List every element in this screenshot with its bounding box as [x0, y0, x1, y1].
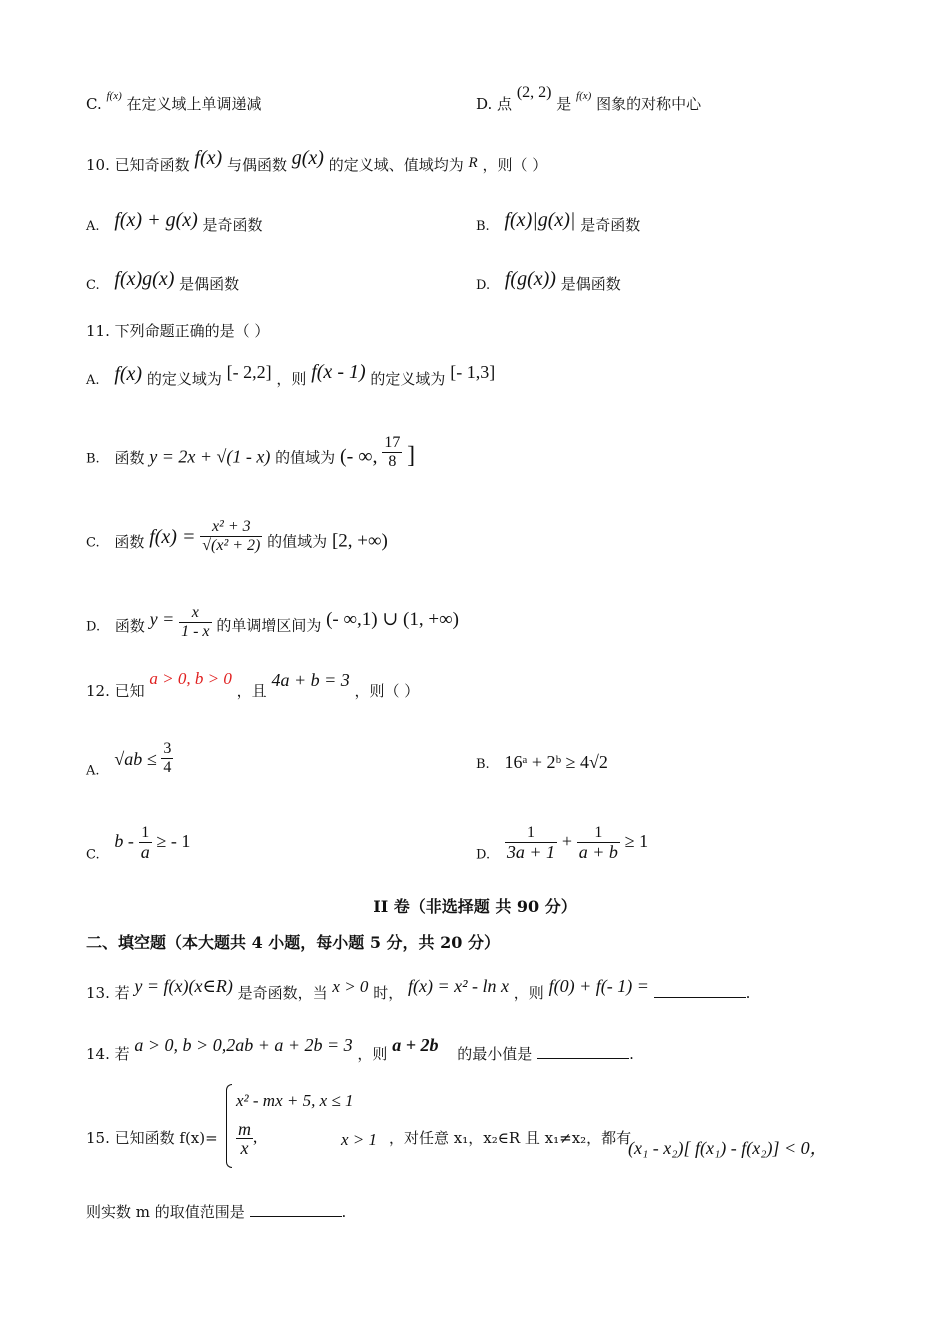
- q15-b: ，对任意 x₁，x₂∈R 且 x₁≠x₂，都有: [389, 1129, 632, 1147]
- part-heading: 二、填空题（本大题共 4 小题，每小题 5 分，共 20 分）: [86, 933, 500, 952]
- q11-c-t2: 的值域为: [267, 532, 328, 551]
- q13-c: 时，: [373, 984, 404, 1002]
- q12-option-a: [86, 740, 173, 789]
- q12-d-fraction-1: [505, 824, 557, 861]
- q9-c-label: C.: [86, 95, 102, 113]
- q13-answer-blank[interactable]: [654, 983, 746, 998]
- q13-m3: f(x) = x² - ln x: [408, 976, 510, 996]
- q15-answer-blank[interactable]: [250, 1202, 342, 1217]
- q11-c-lhs: f(x) =: [149, 525, 196, 548]
- q13-end: .: [745, 984, 751, 1002]
- q15-lead: 15. 已知函数 f(x)=: [86, 1129, 218, 1147]
- q15-end: .: [341, 1203, 347, 1221]
- q12-d-den2: a + b: [578, 842, 618, 862]
- q11-a-d2: [- 1,3]: [450, 362, 496, 382]
- q15-line2-text: 则实数 m 的取值范围是: [86, 1203, 245, 1221]
- q13-m4: f(0) + f(- 1) =: [548, 976, 649, 996]
- q12-c-label: C.: [86, 847, 100, 863]
- q15-case2: $\frac{m}{x}$ ,: [238, 1119, 258, 1158]
- q9-d-label: D. 点: [476, 95, 513, 113]
- q12-a-num: 3: [163, 740, 172, 757]
- q12-a-den: 4: [163, 759, 172, 776]
- q10-d-math: f(g(x)): [504, 268, 556, 290]
- q10-R: R: [468, 155, 478, 171]
- q12-a-label: A.: [86, 763, 100, 779]
- q15-case2-cond: x > 1: [341, 1130, 378, 1149]
- q15-m1: (x₁ - x₂)[ f(x₁) - f(x₂)] < 0: [628, 1138, 810, 1158]
- q11-b-t1: 函数: [114, 448, 145, 467]
- q11-option-d: [86, 604, 459, 645]
- q15-line2: [86, 1202, 346, 1222]
- q10-d-label: D.: [476, 278, 491, 293]
- q12-option-c: [86, 824, 191, 873]
- q11-a-f: f(x): [114, 363, 143, 385]
- q11-option-c: [86, 518, 388, 561]
- q10-c-text: 是偶函数: [179, 275, 240, 293]
- q11-c-t1: 函数: [114, 532, 145, 551]
- q11-c-range: [2, +∞): [331, 530, 388, 552]
- q14-answer-blank[interactable]: [537, 1044, 629, 1059]
- q15-condition: [389, 1128, 631, 1148]
- q11-d-label: D.: [86, 619, 101, 635]
- q11-c-fraction: [200, 518, 262, 555]
- q11-c-den: √(x² + 2): [202, 537, 261, 554]
- section-title: II 卷（非选择题 共 90 分）: [373, 897, 577, 916]
- q14: [86, 1035, 634, 1064]
- q12-a-fraction: [161, 740, 173, 777]
- q15-case2-num: m: [238, 1119, 251, 1139]
- q12-c-den: a: [140, 842, 150, 862]
- q10-stem-c: 的定义域、值域均为: [328, 156, 464, 174]
- q11-b-math: y = 2x + √(1 - x): [149, 446, 271, 467]
- q11-c-label: C.: [86, 535, 100, 551]
- q12-b-math: 16ᵃ + 2ᵇ ≥ 4√2: [504, 752, 608, 772]
- q14-end: .: [629, 1045, 634, 1063]
- q13-m1: y = f(x)(x∈R): [134, 976, 233, 996]
- q9-option-d: [476, 84, 702, 116]
- q11-c-num: x² + 3: [200, 518, 262, 537]
- q11-d-num: x: [179, 604, 211, 623]
- q10-a-label: A.: [86, 219, 100, 234]
- q12-d-label: D.: [476, 847, 491, 863]
- q15-inequality: [628, 1138, 828, 1158]
- q10-option-c: [86, 268, 240, 296]
- q12-d-fraction-2: [577, 824, 620, 861]
- q11-a-f2: f(x - 1): [311, 361, 366, 383]
- q12-d-rhs: ≥ 1: [624, 830, 649, 851]
- q10-b-label: B.: [476, 219, 490, 234]
- q12-stem-c: ，则（ ）: [354, 682, 420, 700]
- q10-b-math: f(x)|g(x)|: [504, 209, 576, 231]
- q11-b-range-left: (- ∞,: [339, 445, 378, 468]
- q11-d-lhs: y =: [149, 608, 175, 629]
- q11-b-label: B.: [86, 451, 100, 467]
- q11-option-a: [86, 361, 496, 391]
- q13-a: 13. 若: [86, 984, 130, 1002]
- q12-c-fraction: [139, 824, 152, 861]
- q10-option-d: [476, 268, 621, 296]
- q9-c-math: f(x): [106, 90, 122, 102]
- q15-case1: x² - mx + 5, x ≤ 1: [236, 1091, 354, 1110]
- q11-d-t1: 函数: [114, 616, 145, 635]
- q10-a-math: f(x) + g(x): [114, 209, 198, 231]
- q13: [86, 976, 751, 1003]
- q9-d-text: 图象的对称中心: [596, 95, 702, 113]
- q12-option-b: [476, 752, 608, 775]
- q11-a-t2: ，则: [276, 370, 307, 388]
- q11-a-label: A.: [86, 373, 100, 388]
- q11-d-range: (- ∞,1) ∪ (1, +∞): [326, 608, 459, 630]
- q11-d-t2: 的单调增区间为: [216, 616, 322, 635]
- q12-cond: a > 0, b > 0: [149, 669, 232, 688]
- q11-b-num: 17: [384, 434, 401, 451]
- q11-b-den: 8: [388, 453, 397, 470]
- q10-g: g(x): [291, 147, 324, 169]
- q11-option-b: [86, 434, 416, 477]
- q10-stem-a: 10. 已知奇函数: [86, 156, 190, 174]
- q11-b-fraction: [382, 434, 402, 471]
- q10-c-math: f(x)g(x): [114, 268, 175, 290]
- q12-b-label: B.: [476, 757, 490, 772]
- q10-c-label: C.: [86, 278, 100, 293]
- q12-c-lhs: b -: [114, 830, 134, 851]
- q12-eq: 4a + b = 3: [271, 670, 350, 690]
- q15-case2-den: x: [240, 1138, 249, 1158]
- q12-d-plus: +: [561, 830, 572, 851]
- q14-b: ，则: [357, 1045, 388, 1063]
- q9-d-point: (2, 2): [516, 84, 552, 101]
- q10-stem: [86, 147, 548, 176]
- q12-d-num2: 1: [577, 824, 620, 843]
- q9-d-mid: 是: [556, 95, 572, 113]
- q10-d-text: 是偶函数: [560, 275, 621, 293]
- q12-d-den1: 3a + 1: [506, 842, 556, 862]
- q11-a-t3: 的定义域为: [370, 370, 446, 388]
- q15-c: ，: [809, 1138, 828, 1158]
- q10-stem-d: ，则（ ）: [482, 156, 548, 174]
- q12-option-d: [476, 824, 649, 873]
- q14-m1: a > 0, b > 0,2ab + a + 2b = 3: [134, 1035, 353, 1055]
- q11-b-t2: 的值域为: [275, 448, 336, 467]
- q10-option-b: [476, 209, 641, 237]
- q11-a-d1: [- 2,2]: [226, 362, 272, 382]
- q10-b-text: 是奇函数: [580, 216, 641, 234]
- q12-stem-b: ，且: [236, 682, 267, 700]
- q9-c-text: 在定义域上单调递减: [126, 95, 262, 113]
- q11-b-range-right: ]: [407, 442, 416, 469]
- q13-d: ，则: [513, 984, 544, 1002]
- q14-a: 14. 若: [86, 1045, 130, 1063]
- q10-stem-b: 与偶函数: [226, 156, 287, 174]
- q13-m2: x > 0: [332, 977, 369, 996]
- q12-stem-a: 12. 已知: [86, 682, 145, 700]
- q10-f: f(x): [194, 147, 223, 169]
- q11-d-fraction: [179, 604, 211, 641]
- q15-case2-fraction: [236, 1120, 253, 1157]
- q10-a-text: 是奇函数: [202, 216, 263, 234]
- q12-stem: [86, 669, 420, 701]
- q11-a-t1: 的定义域为: [146, 370, 222, 388]
- q11-d-den: 1 - x: [181, 623, 210, 640]
- q12-d-num1: 1: [505, 824, 557, 843]
- q11-stem: 11. 下列命题正确的是（ ）: [86, 322, 270, 340]
- q12-a-lhs: √ab ≤: [114, 748, 157, 769]
- q13-b: 是奇函数，当: [237, 984, 328, 1002]
- q14-c: 的最小值是: [457, 1045, 533, 1063]
- q9-option-c: [86, 90, 262, 116]
- q12-c-rhs: ≥ - 1: [156, 830, 191, 851]
- q10-option-a: [86, 209, 263, 237]
- q9-d-math: f(x): [576, 90, 592, 102]
- q14-m2: a + 2b: [392, 1035, 439, 1055]
- q12-c-num: 1: [139, 824, 152, 843]
- q15-brace: [226, 1084, 232, 1168]
